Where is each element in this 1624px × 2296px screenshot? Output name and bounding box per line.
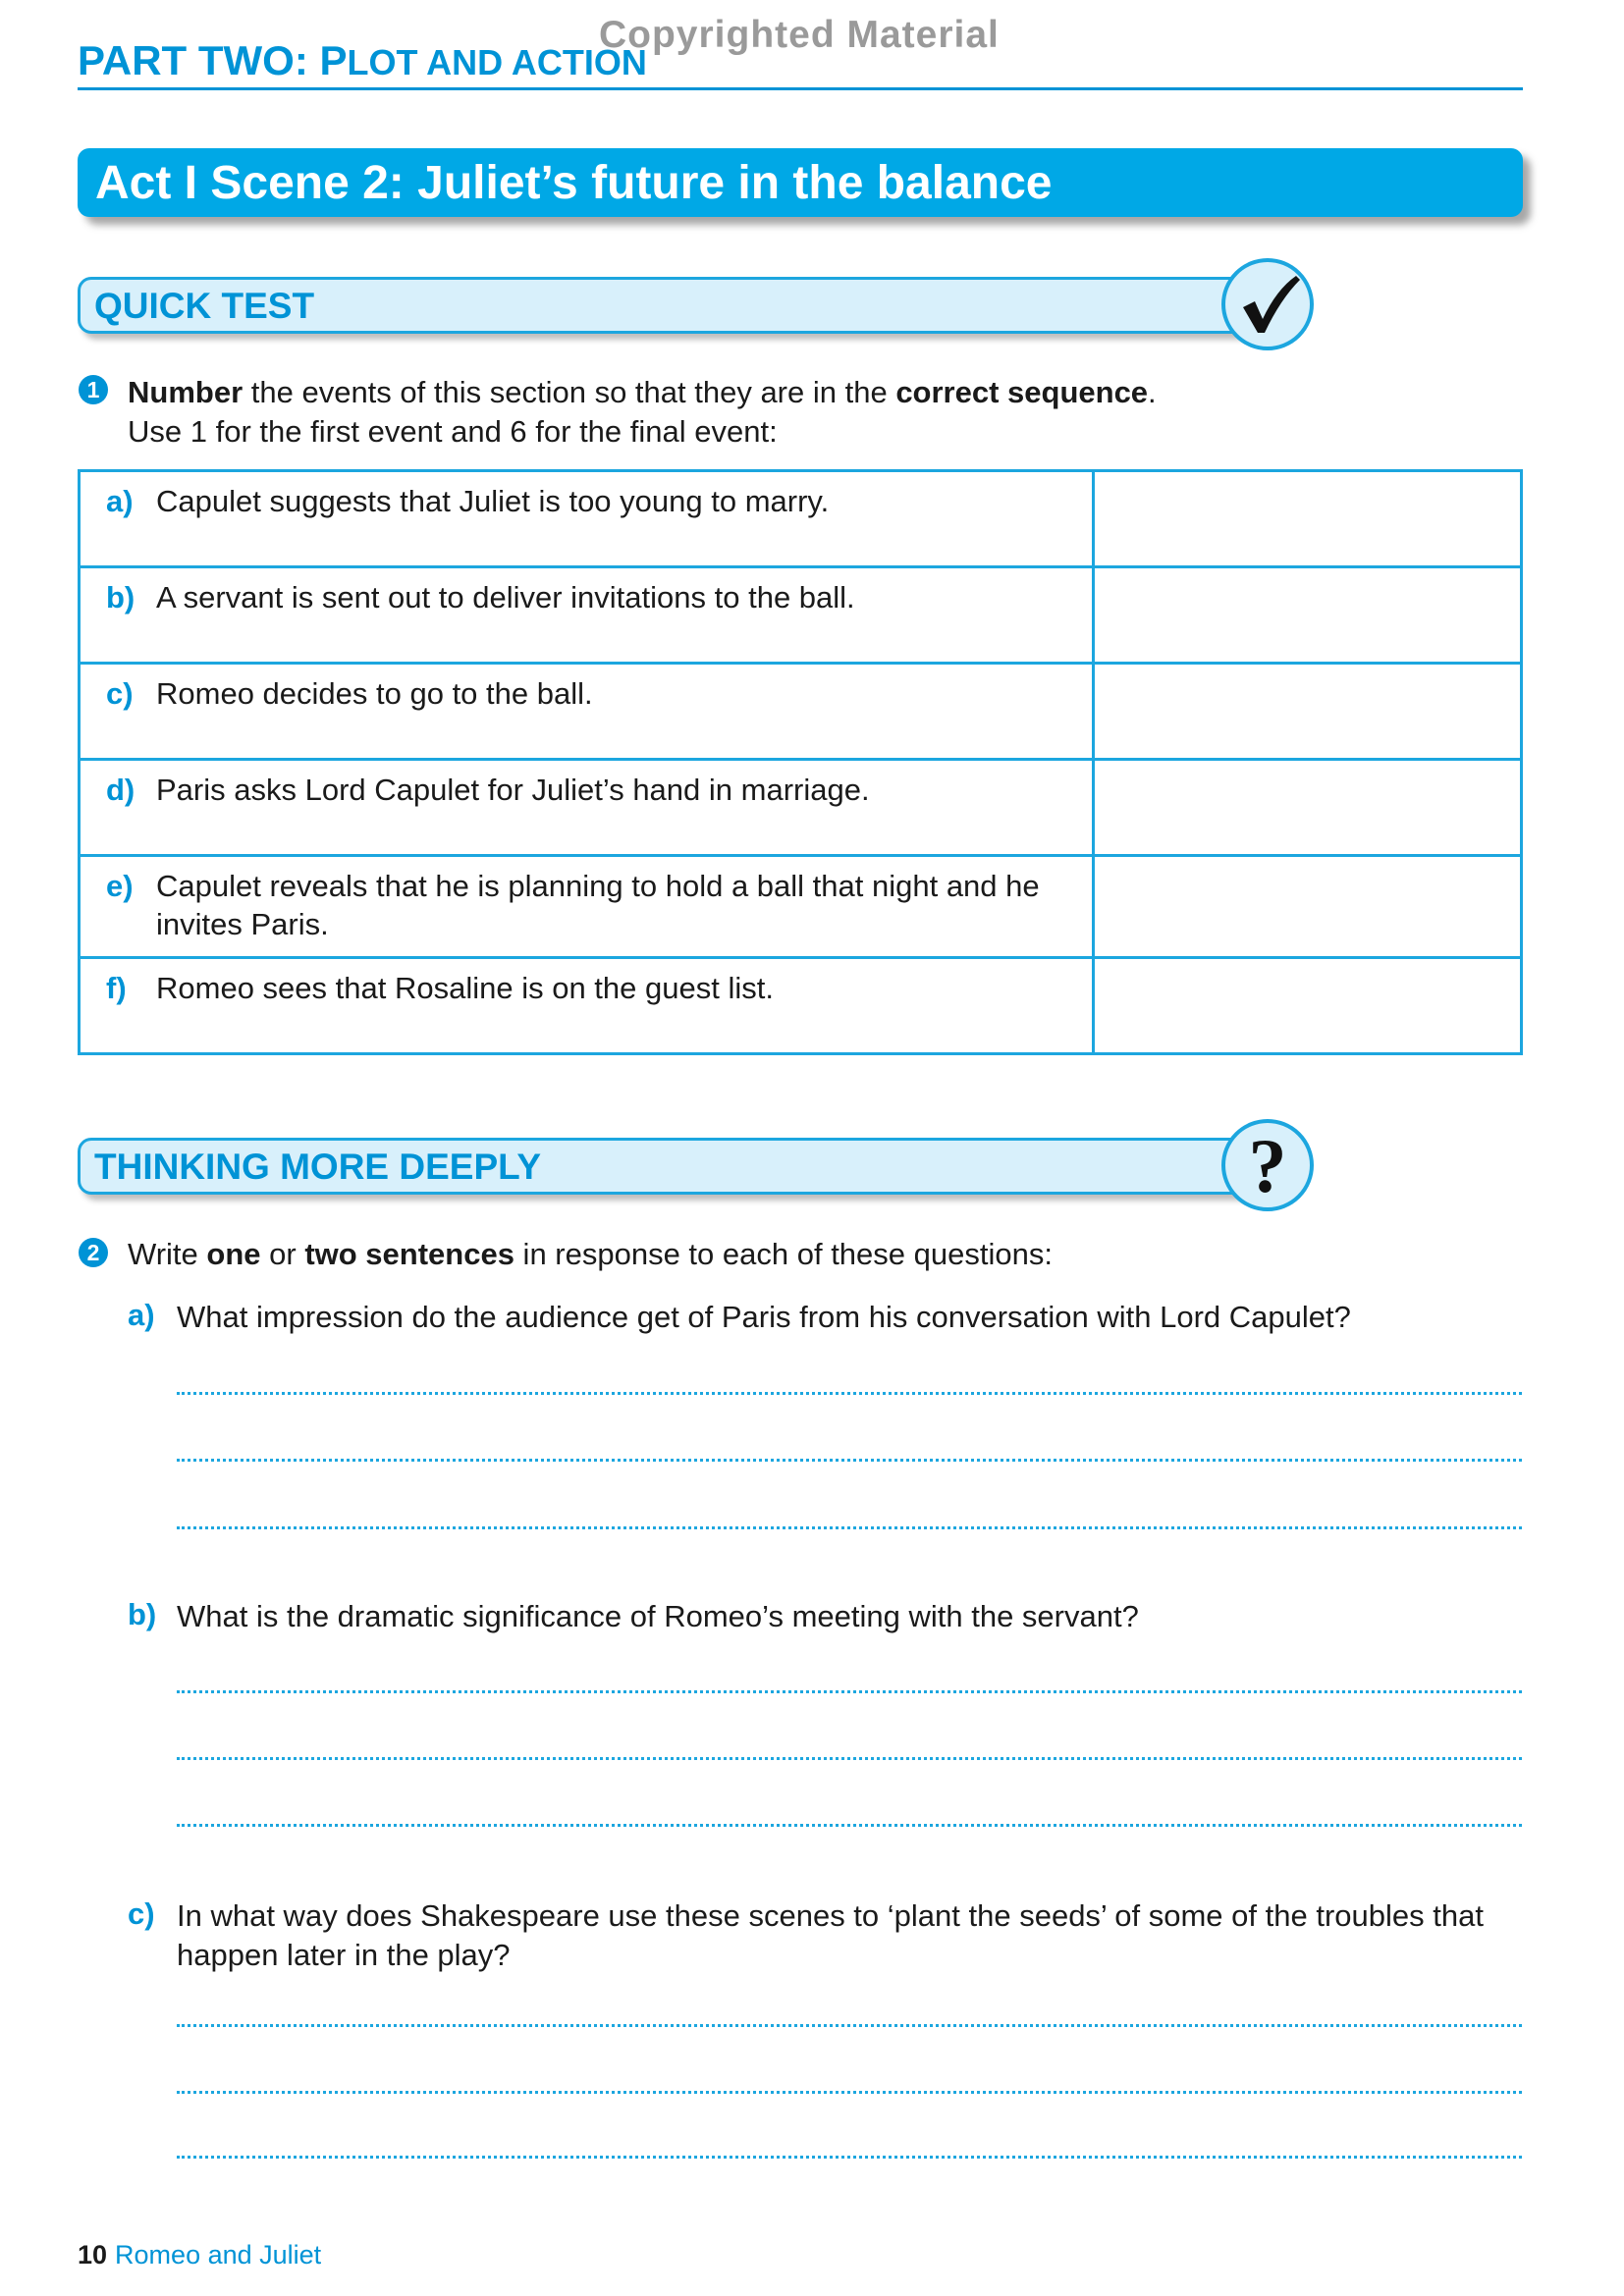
answer-box[interactable] xyxy=(1094,471,1522,567)
answer-line[interactable] xyxy=(177,2024,1522,2027)
event-letter: e) xyxy=(106,869,134,903)
quick-test-instruction xyxy=(128,373,1157,412)
question-letter: c) xyxy=(128,1896,155,1931)
thinking-label: THINKING MORE DEEPLY xyxy=(94,1147,542,1187)
instr-bold-number: Number xyxy=(128,375,244,409)
instr-write: Write xyxy=(128,1237,207,1271)
thinking-bar xyxy=(78,1138,1257,1195)
title-bar xyxy=(78,148,1523,217)
answer-line[interactable] xyxy=(177,2156,1522,2159)
event-text: Capulet reveals that he is planning to hold a ball that night and he invites Paris. xyxy=(156,869,1040,941)
event-cell xyxy=(80,958,1094,1054)
question-letter: b) xyxy=(128,1597,157,1631)
table-row xyxy=(80,664,1522,760)
event-letter: a) xyxy=(106,484,134,518)
table-row xyxy=(80,958,1522,1054)
event-letter: f) xyxy=(106,971,127,1005)
part-header-action: ACTION xyxy=(511,42,647,82)
event-cell xyxy=(80,664,1094,760)
instr-or: or xyxy=(260,1237,305,1271)
answer-line[interactable] xyxy=(177,2091,1522,2094)
question-text: What is the dramatic significance of Romeo’s meeting with the servant? xyxy=(177,1599,1139,1633)
instr-bold-one: one xyxy=(206,1237,261,1271)
instr-bold-sequence: correct sequence xyxy=(895,375,1149,409)
answer-line[interactable] xyxy=(177,1526,1522,1529)
event-letter: b) xyxy=(106,580,135,614)
part-header-bold: PART TWO: xyxy=(78,37,308,83)
part-header-p: P xyxy=(319,37,348,83)
page-number: 10 xyxy=(78,2240,108,2269)
table-row xyxy=(80,760,1522,856)
instr-mid: the events of this section so that they are in the xyxy=(243,375,896,409)
part-header-lot: LOT AND xyxy=(347,42,512,82)
quick-test-instruction-line2: Use 1 for the first event and 6 for the final event: xyxy=(128,414,778,449)
event-text: Romeo decides to go to the ball. xyxy=(156,676,593,711)
answer-box[interactable] xyxy=(1094,760,1522,856)
part-header xyxy=(78,37,647,84)
question-text: What impression do the audience get of Paris from his conversation with Lord Capulet? xyxy=(177,1300,1351,1334)
instr-rest: in response to each of these questions: xyxy=(514,1237,1053,1271)
quick-test-label: QUICK TEST xyxy=(94,286,315,326)
event-text: Paris asks Lord Capulet for Juliet’s hand in marriage. xyxy=(156,773,870,807)
event-text: A servant is sent out to deliver invitations to the ball. xyxy=(156,580,855,614)
footer xyxy=(78,2240,321,2270)
quick-test-bar xyxy=(78,277,1257,334)
thinking-instruction xyxy=(128,1235,1053,1274)
page-title: Act I Scene 2: Juliet’s future in the balance xyxy=(95,157,1053,209)
event-text: Romeo sees that Rosaline is on the guest list. xyxy=(156,971,774,1005)
answer-line[interactable] xyxy=(177,1757,1522,1760)
table-row xyxy=(80,471,1522,567)
book-title: Romeo and Juliet xyxy=(115,2240,322,2269)
answer-line[interactable] xyxy=(177,1392,1522,1395)
answer-box[interactable] xyxy=(1094,856,1522,958)
table-row xyxy=(80,567,1522,664)
answer-box[interactable] xyxy=(1094,958,1522,1054)
question-number-1: 1 xyxy=(79,375,108,404)
answer-line[interactable] xyxy=(177,1824,1522,1827)
sequence-table xyxy=(78,469,1523,1055)
instr-bold-two-sentences: two sentences xyxy=(304,1237,514,1271)
answer-line[interactable] xyxy=(177,1459,1522,1462)
question-letter: a) xyxy=(128,1298,155,1332)
event-cell xyxy=(80,856,1094,958)
watermark: Copyrighted Material xyxy=(599,14,1000,56)
table-row xyxy=(80,856,1522,958)
answer-box[interactable] xyxy=(1094,567,1522,664)
answer-box[interactable] xyxy=(1094,664,1522,760)
event-letter: c) xyxy=(106,676,134,711)
svg-text:?: ? xyxy=(1248,1123,1287,1207)
question-number-2: 2 xyxy=(79,1238,108,1267)
event-text: Capulet suggests that Juliet is too young to marry. xyxy=(156,484,830,518)
event-cell xyxy=(80,567,1094,664)
event-letter: d) xyxy=(106,773,135,807)
instr-end: . xyxy=(1148,375,1157,409)
event-cell xyxy=(80,760,1094,856)
question-text: In what way does Shakespeare use these scenes to ‘plant the seeds’ of some of the troubles that happen later in the play? xyxy=(177,1898,1484,1972)
event-cell xyxy=(80,471,1094,567)
question-mark-icon xyxy=(1221,1119,1314,1211)
checkmark-icon xyxy=(1221,258,1314,350)
header-rule xyxy=(78,87,1523,90)
answer-line[interactable] xyxy=(177,1690,1522,1693)
